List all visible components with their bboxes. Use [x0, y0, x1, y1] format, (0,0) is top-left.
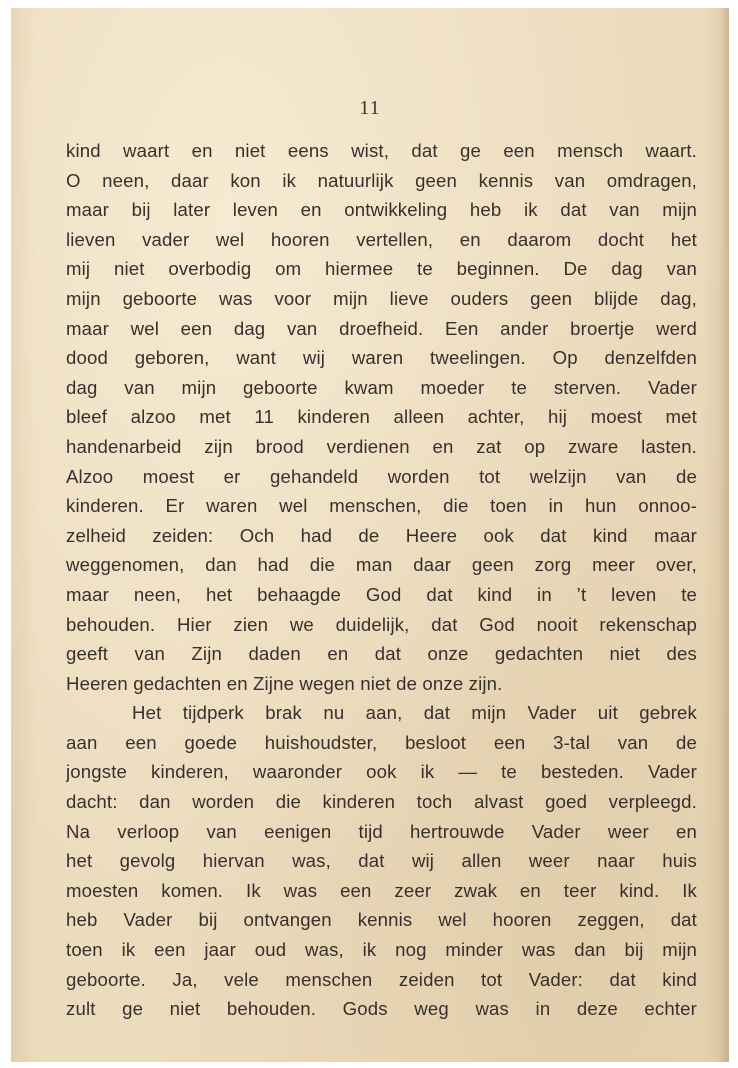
text-line: zult ge niet behouden. Gods weg was in deze echter: [66, 998, 697, 1020]
text-line: kind waart en niet eens wist, dat ge een mensch waart.: [66, 140, 697, 161]
text-line: O neen, daar kon ik natuurlijk geen kennis van omdragen,: [66, 169, 697, 191]
text-line: maar neen, het behaagde God dat kind in ’t leven te: [66, 583, 697, 605]
body-text: [66, 136, 697, 1024]
text-line: Alzoo moest er gehandeld worden tot welzijn van de: [66, 465, 697, 487]
text-line: dood geboren, want wij waren tweelingen. Op denzelfden: [66, 347, 697, 369]
page-number: 11: [359, 97, 381, 119]
text-line: weggenomen, dan had die man daar geen zorg meer over,: [66, 554, 697, 576]
text-line: Het tijdperk brak nu aan, dat mijn Vader uit gebrek: [132, 702, 697, 724]
text-line: Heeren gedachten en Zijne wegen niet de onze zijn.: [66, 672, 503, 694]
text-line: heb Vader bij ontvangen kennis wel hooren zeggen, dat: [66, 909, 697, 931]
text-line: aan een goede huishoudster, besloot een 3-tal van de: [66, 731, 697, 753]
text-line: geboorte. Ja, vele menschen zeiden tot Vader: dat kind: [66, 968, 697, 990]
text-line: lieven vader wel hooren vertellen, en daarom docht het: [66, 228, 697, 250]
text-line: maar bij later leven en ontwikkeling heb ik dat van mijn: [66, 199, 697, 221]
text-line: zelheid zeiden: Och had de Heere ook dat kind maar: [66, 524, 697, 546]
text-line: behouden. Hier zien we duidelijk, dat God nooit rekenschap: [66, 613, 697, 635]
page-edge-shadow: [719, 8, 729, 1062]
text-line: mij niet overbodig om hiermee te beginnen. De dag van: [66, 258, 697, 280]
text-line: moesten komen. Ik was een zeer zwak en teer kind. Ik: [66, 879, 697, 901]
text-line: dacht: dan worden die kinderen toch alvast goed verpleegd.: [66, 791, 697, 813]
text-line: geeft van Zijn daden en dat onze gedachten niet des: [66, 643, 697, 665]
text-line: dag van mijn geboorte kwam moeder te sterven. Vader: [66, 376, 697, 398]
paragraph-1: [66, 136, 697, 698]
text-line: mijn geboorte was voor mijn lieve ouders geen blijde dag,: [66, 287, 697, 309]
text-line: maar wel een dag van droefheid. Een ander broertje werd: [66, 317, 697, 339]
text-line: toen ik een jaar oud was, ik nog minder was dan bij mijn: [66, 939, 697, 961]
paragraph-2: [66, 698, 697, 1024]
text-line: Na verloop van eenigen tijd hertrouwde Vader weer en: [66, 820, 697, 842]
text-line: handenarbeid zijn brood verdienen en zat op zware lasten.: [66, 435, 697, 457]
text-line: bleef alzoo met 11 kinderen alleen achter, hij moest met: [66, 406, 697, 428]
book-page: [11, 8, 729, 1062]
text-line: het gevolg hiervan was, dat wij allen weer naar huis: [66, 850, 697, 872]
text-line: jongste kinderen, waaronder ook ik — te besteden. Vader: [66, 761, 697, 783]
text-line: kinderen. Er waren wel menschen, die toen in hun onnoo-: [66, 495, 697, 517]
